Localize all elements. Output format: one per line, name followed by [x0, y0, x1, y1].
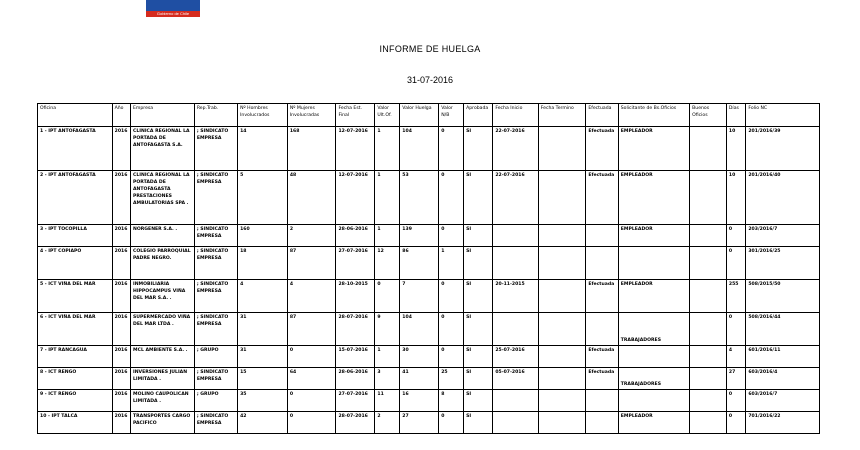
table-cell: 139 [400, 225, 439, 247]
table-cell: 2016 [112, 346, 130, 368]
table-cell [538, 390, 586, 412]
table-cell [538, 368, 586, 390]
table-cell: 28-06-2016 [336, 368, 375, 390]
report-title: INFORME DE HUELGA [379, 44, 481, 54]
table-cell: 201/2016/40 [746, 171, 820, 225]
table-cell: 87 [287, 247, 336, 280]
table-cell: 10 - IPT TALCA [38, 412, 113, 434]
table-cell: SI [464, 225, 493, 247]
table-cell: 53 [400, 171, 439, 225]
table-cell: 86 [400, 247, 439, 280]
table-cell: 3 [375, 368, 400, 390]
table-cell: 2016 [112, 313, 130, 346]
table-row [38, 225, 820, 247]
table-cell: 201/2016/39 [746, 127, 820, 171]
table-cell [538, 412, 586, 434]
table-cell [493, 247, 538, 280]
table-cell: TRABAJADORES [618, 313, 689, 346]
table-cell: 12-07-2016 [336, 127, 375, 171]
table-cell: 28-07-2016 [336, 313, 375, 346]
strike-report-table [37, 103, 820, 434]
table-cell [586, 390, 618, 412]
table-cell: 7 - IPT RANCAGUA [38, 346, 113, 368]
table-cell: 27-07-2016 [336, 390, 375, 412]
table-cell: EMPLEADOR [618, 171, 689, 225]
table-cell: 28-10-2015 [336, 280, 375, 313]
table-cell: 0 [726, 313, 745, 346]
table-cell: 42 [238, 412, 288, 434]
table-cell [690, 412, 727, 434]
table-cell: INMOBILIARIA HIPPOCAMPUS VIÑA DEL MAR S.A. . [131, 280, 195, 313]
table-cell: 603/2016/7 [746, 390, 820, 412]
table-cell: 4 [238, 280, 288, 313]
table-cell: 0 [287, 412, 336, 434]
table-cell [538, 225, 586, 247]
table-cell: SI [464, 390, 493, 412]
table-cell: 22-07-2016 [493, 127, 538, 171]
table-row [38, 247, 820, 280]
table-cell: 3 - IPT TOCOPILLA [38, 225, 113, 247]
table-cell: 41 [400, 368, 439, 390]
table-cell [690, 390, 727, 412]
table-cell: 160 [238, 225, 288, 247]
table-cell: Efectuada [586, 346, 618, 368]
table-cell: 1 - IPT ANTOFAGASTA [38, 127, 113, 171]
column-header: Días [726, 104, 745, 127]
table-cell: MOLINO CAUPOLICAN LIMITADA . [131, 390, 195, 412]
table-cell: Efectuada [586, 171, 618, 225]
table-row [38, 346, 820, 368]
table-body [38, 127, 820, 434]
table-cell [538, 313, 586, 346]
table-cell: 14 [238, 127, 288, 171]
table-cell: 104 [400, 313, 439, 346]
table-cell: 25-07-2016 [493, 346, 538, 368]
table-row [38, 127, 820, 171]
table-cell: TRABAJADORES [618, 368, 689, 390]
table-cell: 9 - ICT RENGO [38, 390, 113, 412]
table-cell: 8 [439, 390, 464, 412]
column-header: Valor N/B [439, 104, 464, 127]
table-cell: 22-07-2016 [493, 171, 538, 225]
table-cell: 603/2016/4 [746, 368, 820, 390]
table-cell [618, 247, 689, 280]
table-cell: 2016 [112, 368, 130, 390]
table-cell: SI [464, 412, 493, 434]
table-cell: 2016 [112, 171, 130, 225]
table-cell: Efectuada [586, 280, 618, 313]
table-cell: 10 [726, 127, 745, 171]
table-cell: 0 [726, 390, 745, 412]
table-row [38, 280, 820, 313]
table-cell [690, 313, 727, 346]
table-cell: CLINICA REGIONAL LA PORTADA DE ANTOFAGASTA S.A. [131, 127, 195, 171]
column-header: Folio NC [746, 104, 820, 127]
column-header: Oficina [38, 104, 113, 127]
table-cell: 2 [287, 225, 336, 247]
table-cell: 64 [287, 368, 336, 390]
table-cell: 203/2016/7 [746, 225, 820, 247]
table-cell [618, 390, 689, 412]
table-row [38, 412, 820, 434]
table-cell: 31 [238, 313, 288, 346]
table-cell: 05-07-2016 [493, 368, 538, 390]
table-cell: SUPERMERCADO VIÑA DEL MAR LTDA . [131, 313, 195, 346]
table-cell [538, 171, 586, 225]
table-cell: 0 [439, 313, 464, 346]
table-cell: 2016 [112, 225, 130, 247]
table-cell: 2016 [112, 280, 130, 313]
table-cell: 0 [726, 225, 745, 247]
table-cell: 0 [287, 346, 336, 368]
table-cell: 11 [375, 390, 400, 412]
column-header: Fecha Est. Final [336, 104, 375, 127]
table-row [38, 171, 820, 225]
table-cell [690, 280, 727, 313]
table-cell: 168 [287, 127, 336, 171]
table-cell: INVERSIONES JULIAN LIMITADA . [131, 368, 195, 390]
column-header: Fecha Inicio [493, 104, 538, 127]
table-cell [586, 313, 618, 346]
table-cell: 0 [726, 412, 745, 434]
column-header: Efectuada [586, 104, 618, 127]
table-cell [493, 225, 538, 247]
table-cell: 0 [439, 225, 464, 247]
table-cell [690, 368, 727, 390]
table-cell [493, 412, 538, 434]
table-cell [690, 247, 727, 280]
table-cell: 2016 [112, 390, 130, 412]
table-cell: MCL AMBIENTE S.A. . [131, 346, 195, 368]
table-cell: 10 [726, 171, 745, 225]
table-cell: EMPLEADOR [618, 225, 689, 247]
table-cell: TRANSPORTES CARGO PACIFICO [131, 412, 195, 434]
table-cell: SI [464, 346, 493, 368]
table-row [38, 368, 820, 390]
table-cell [586, 225, 618, 247]
table-cell: 1 [375, 225, 400, 247]
column-header: Valor Huelga [400, 104, 439, 127]
table-cell: 35 [238, 390, 288, 412]
table-cell: 16 [400, 390, 439, 412]
table-cell: 5 - ICT VIÑA DEL MAR [38, 280, 113, 313]
table-cell: 2 - IPT ANTOFAGASTA [38, 171, 113, 225]
table-cell: 0 [439, 127, 464, 171]
table-cell: 0 [439, 171, 464, 225]
column-header: Valor Ult.Of. [375, 104, 400, 127]
table-cell [538, 127, 586, 171]
table-cell: 15-07-2016 [336, 346, 375, 368]
table-cell: 301/2016/25 [746, 247, 820, 280]
table-cell: 25 [439, 368, 464, 390]
table-cell: 0 [726, 247, 745, 280]
table-cell [586, 247, 618, 280]
table-cell: SI [464, 127, 493, 171]
gov-logo-blue-band [146, 0, 200, 11]
table-cell: SI [464, 247, 493, 280]
table-row [38, 313, 820, 346]
table-cell: 1 [439, 247, 464, 280]
table-cell: 31 [238, 346, 288, 368]
table-cell: 7 [400, 280, 439, 313]
table-cell: Efectuada [586, 368, 618, 390]
table-cell: ; SINDICATO EMPRESA [194, 171, 237, 225]
table-cell: 6 - ICT VIÑA DEL MAR [38, 313, 113, 346]
table-cell: ; SINDICATO EMPRESA [194, 368, 237, 390]
table-cell: 4 - IPT COPIAPO [38, 247, 113, 280]
column-header: Empresa [131, 104, 195, 127]
table-cell: 701/2016/22 [746, 412, 820, 434]
table-cell [493, 313, 538, 346]
table-cell: 27 [726, 368, 745, 390]
table-cell [493, 390, 538, 412]
table-cell: 1 [375, 127, 400, 171]
table-cell: 9 [375, 313, 400, 346]
table-cell: 1 [375, 171, 400, 225]
table-cell: 0 [439, 280, 464, 313]
table-cell: 508/2016/44 [746, 313, 820, 346]
table-cell: 0 [375, 280, 400, 313]
table-cell: COLEGIO PARROQUIAL PADRE NEGRO. [131, 247, 195, 280]
table-cell: 30 [400, 346, 439, 368]
table-cell: 4 [726, 346, 745, 368]
table-cell: 255 [726, 280, 745, 313]
table-cell: SI [464, 368, 493, 390]
table-cell: ; SINDICATO EMPRESA [194, 313, 237, 346]
table-cell [538, 346, 586, 368]
table-cell: ; SINDICATO EMPRESA [194, 412, 237, 434]
table-cell: 20-11-2015 [493, 280, 538, 313]
table-cell [690, 346, 727, 368]
table-cell: 15 [238, 368, 288, 390]
table-cell: CLINICA REGIONAL LA PORTADA DE ANTOFAGASTA PRESTACIONES AMBULATORIAS SPA . [131, 171, 195, 225]
table-cell: SI [464, 280, 493, 313]
table-cell [618, 346, 689, 368]
table-cell: 18 [238, 247, 288, 280]
column-header: Nº Mujeres Involucradas [287, 104, 336, 127]
table-cell: ; SINDICATO EMPRESA [194, 225, 237, 247]
column-header: Fecha Termino [538, 104, 586, 127]
table-cell: 12-07-2016 [336, 171, 375, 225]
table-cell: 2016 [112, 127, 130, 171]
table-cell: 5 [238, 171, 288, 225]
column-header: Nº Hombres Involucrados [238, 104, 288, 127]
table-cell: EMPLEADOR [618, 280, 689, 313]
table-row [38, 390, 820, 412]
table-cell: NORGENER S.A. . [131, 225, 195, 247]
table-cell: 0 [287, 390, 336, 412]
table-cell: EMPLEADOR [618, 127, 689, 171]
report-date: 31-07-2016 [406, 75, 454, 85]
table-cell: 2 [375, 412, 400, 434]
table-cell: 4 [287, 280, 336, 313]
table-cell [690, 225, 727, 247]
table-cell: 2016 [112, 412, 130, 434]
table-cell: SI [464, 313, 493, 346]
table-cell: 2016 [112, 247, 130, 280]
table-cell: 508/2015/50 [746, 280, 820, 313]
table-cell: 8 - ICT RENGO [38, 368, 113, 390]
column-header: Año [112, 104, 130, 127]
table-cell: 87 [287, 313, 336, 346]
column-header: Rep.Trab. [194, 104, 237, 127]
table-cell: SI [464, 171, 493, 225]
table-header-row [38, 104, 820, 127]
table-cell [690, 171, 727, 225]
table-cell: 104 [400, 127, 439, 171]
table-cell: 0 [439, 346, 464, 368]
table-cell: ; GRUPO [194, 346, 237, 368]
gov-logo-text: Gobierno de Chile [156, 11, 190, 16]
table-cell: ; SINDICATO EMPRESA [194, 127, 237, 171]
table-cell: 28-07-2016 [336, 412, 375, 434]
column-header: Buenos Oficios [690, 104, 727, 127]
table-cell: ; SINDICATO EMPRESA [194, 247, 237, 280]
table-cell: 27-07-2016 [336, 247, 375, 280]
table-cell: 28-06-2016 [336, 225, 375, 247]
table-cell: Efectuada [586, 127, 618, 171]
table-cell: EMPLEADOR [618, 412, 689, 434]
table-cell: ; GRUPO [194, 390, 237, 412]
table-cell: ; SINDICATO EMPRESA [194, 280, 237, 313]
column-header: Aprobada [464, 104, 493, 127]
table-cell: 48 [287, 171, 336, 225]
table-cell: 27 [400, 412, 439, 434]
table-cell: 1 [375, 346, 400, 368]
table-cell: 12 [375, 247, 400, 280]
table-cell [586, 412, 618, 434]
table-cell: 0 [439, 412, 464, 434]
table-cell [690, 127, 727, 171]
column-header: Solicitante de Bs.Oficios [618, 104, 689, 127]
table-cell [538, 280, 586, 313]
table-cell: 601/2016/11 [746, 346, 820, 368]
table-cell [538, 247, 586, 280]
